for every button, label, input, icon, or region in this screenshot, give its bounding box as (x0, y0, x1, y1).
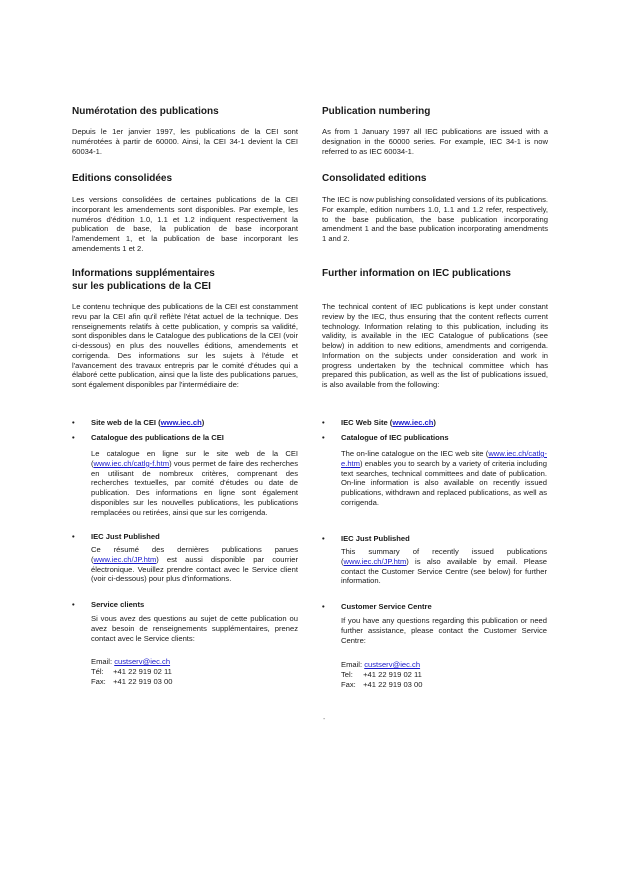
en-service-text: If you have any questions regarding this publication or need further assistance, please contact the Customer Service Centre: (341, 616, 547, 645)
fr-just-published-text (91, 545, 298, 584)
bullet-icon: • (322, 534, 325, 543)
en-further-section (322, 267, 548, 390)
email-link[interactable]: custserv@iec.ch (364, 660, 421, 669)
section-text: Les versions consolidées de certaines publications de la CEI incorporant les amendements sont disponibles. Par exemple, les numéros d'édition 1.0, 1.1 et 1.2 indiquent respectivement la publication de base, la publication de base incorporant l'amendement 1, et la publication de base incorporant les amendements 1 et 2. (72, 195, 298, 253)
fax-label: Fax: (341, 679, 356, 689)
section-heading: Publication numbering (322, 106, 431, 117)
text: Ce résumé des dernières publications parues ( (91, 545, 298, 564)
text: This summary of recently issued publications ( (341, 547, 547, 566)
bullet-label: Catalogue des publications de la CEI (91, 433, 224, 442)
website-link[interactable]: www.iec.ch (392, 418, 434, 427)
fr-contact-block (91, 657, 298, 686)
fr-consolidated-section (72, 172, 298, 254)
fr-numbering-section (72, 105, 298, 156)
section-text: As from 1 January 1997 all IEC publications are issued with a designation in the 60000 series. For example, IEC 34-1 is now referred to as IEC 60034-1. (322, 127, 548, 156)
text: ) vous permet de faire des recherches en utilisant de nombreux critères, comprenant des recherches textuelles, par comité d'études ou date de publication. Des informations en ligne sont également disponibles sur les nouvelles publications, les publications remplacées ou retirées, ainsi que sur les corrigenda. (91, 458, 298, 517)
section-text: Le contenu technique des publications de la CEI est constamment revu par la CEI afin qu'il reflète l'état actuel de la technique. Des renseignements relatifs à cette publication, y compris sa validité, sont disponibles dans le Catalogue des publications de la CEI (voir ci-dessous) en plus des nouvelles éditions, amendements et corrigenda. Des informations sur les sujets à l'étude et l'avancement des travaux entrepris par le comité d'études qui a élaboré cette publication, ainsi que la liste des publications parues, sont également disponibles par l'intermédiaire de: (72, 302, 298, 389)
section-text: The IEC is now publishing consolidated versions of its publications. For example, edition numbers 1.0, 1.1 and 1.2 refer, respectively, to the base publication, the base publication incorporating amendment 1 and the base publication incorporating amendments 1 and 2. (322, 195, 548, 243)
heading-line: Informations supplémentaires (72, 268, 215, 279)
tel-label: Tél: (91, 666, 104, 676)
tel-value: +41 22 919 02 11 (363, 669, 422, 679)
footer-mark: - (323, 716, 326, 723)
just-published-link[interactable]: www.iec.ch/JP.htm (343, 556, 407, 566)
fax-value: +41 22 919 03 00 (113, 676, 173, 686)
bullet-label-close: ) (433, 418, 436, 427)
text: Le catalogue en ligne sur le site web de la CEI ( (91, 449, 298, 468)
section-text: The technical content of IEC publications is kept under constant review by the IEC, thus ensuring that the content reflects current technology. Information relating to this publication, including its validity, is available in the IEC Catalogue of publications (see below) in addition to new editions, amendments and corrigenda. Information on the subjects under consideration and work in progress undertaken by the technical committee which has prepared this publication, as well as the list of publications issued, is also available from the following: (322, 302, 548, 389)
bullet-icon: • (322, 433, 325, 442)
text: ) est aussi disponible par courrier électronique. Veuillez prendre contact avec le Service client (voir ci-dessous) pour plus d'informations. (91, 554, 298, 584)
heading-line: sur les publications de la CEI (72, 281, 211, 292)
catalogue-link[interactable]: www.iec.ch/catlg-f.htm (93, 458, 170, 468)
email-link[interactable]: custserv@iec.ch (114, 657, 171, 666)
email-label: Email: (341, 660, 363, 669)
en-numbering-section (322, 105, 548, 156)
bullet-icon: • (72, 418, 75, 427)
bullet-label: IEC Just Published (91, 532, 160, 541)
bullet-label: Service clients (91, 600, 145, 609)
bullet-label: Catalogue of IEC publications (341, 433, 449, 442)
bullet-icon: • (72, 433, 75, 442)
en-just-published-text (341, 547, 547, 586)
just-published-link[interactable]: www.iec.ch/JP.htm (93, 554, 157, 564)
section-text: Depuis le 1er janvier 1997, les publications de la CEI sont numérotées à partir de 60000. Ainsi, la CEI 34-1 devient la CEI 60034-1. (72, 127, 298, 156)
en-contact-block (341, 660, 547, 689)
fr-catalogue-text (91, 449, 298, 517)
text: ) enables you to search by a variety of criteria including text searches, technical committees and date of publication. On-line information is also available on recently issued publications, withdrawn and replaced publications, as well as corrigenda. (341, 458, 547, 507)
section-heading: Consolidated editions (322, 173, 427, 184)
fr-further-section (72, 267, 298, 390)
text: ) is also available by email. Please contact the Customer Service Centre (see below) for further information. (341, 556, 547, 586)
email-label: Email: (91, 657, 113, 666)
section-heading: Numérotation des publications (72, 106, 219, 117)
bullet-label: Site web de la CEI ( (91, 418, 161, 427)
website-link[interactable]: www.iec.ch (160, 418, 202, 427)
fax-label: Fax: (91, 676, 106, 686)
en-catalogue-text (341, 449, 547, 508)
en-consolidated-section (322, 172, 548, 244)
tel-label: Tel: (341, 669, 353, 679)
bullet-label: IEC Just Published (341, 534, 410, 543)
bullet-label-close: ) (201, 418, 205, 427)
section-heading (72, 267, 298, 293)
bullet-label: Customer Service Centre (341, 602, 432, 611)
fax-value: +41 22 919 03 00 (363, 679, 423, 689)
text: The on-line catalogue on the IEC web site ( (341, 449, 489, 458)
bullet-label: IEC Web Site ( (341, 418, 393, 427)
section-heading: Editions consolidées (72, 173, 173, 184)
section-heading: Further information on IEC publications (322, 268, 511, 279)
bullet-icon: • (322, 418, 325, 427)
bullet-icon: • (322, 602, 325, 611)
tel-value: +41 22 919 02 11 (113, 666, 172, 676)
fr-service-text: Si vous avez des questions au sujet de cette publication ou avez besoin de renseignements supplémentaires, prenez contact avec le Service clients: (91, 614, 298, 643)
catalogue-link[interactable]: www.iec.ch/catlg-e.htm (341, 449, 547, 468)
bullet-icon: • (72, 600, 75, 609)
bullet-icon: • (72, 532, 75, 541)
